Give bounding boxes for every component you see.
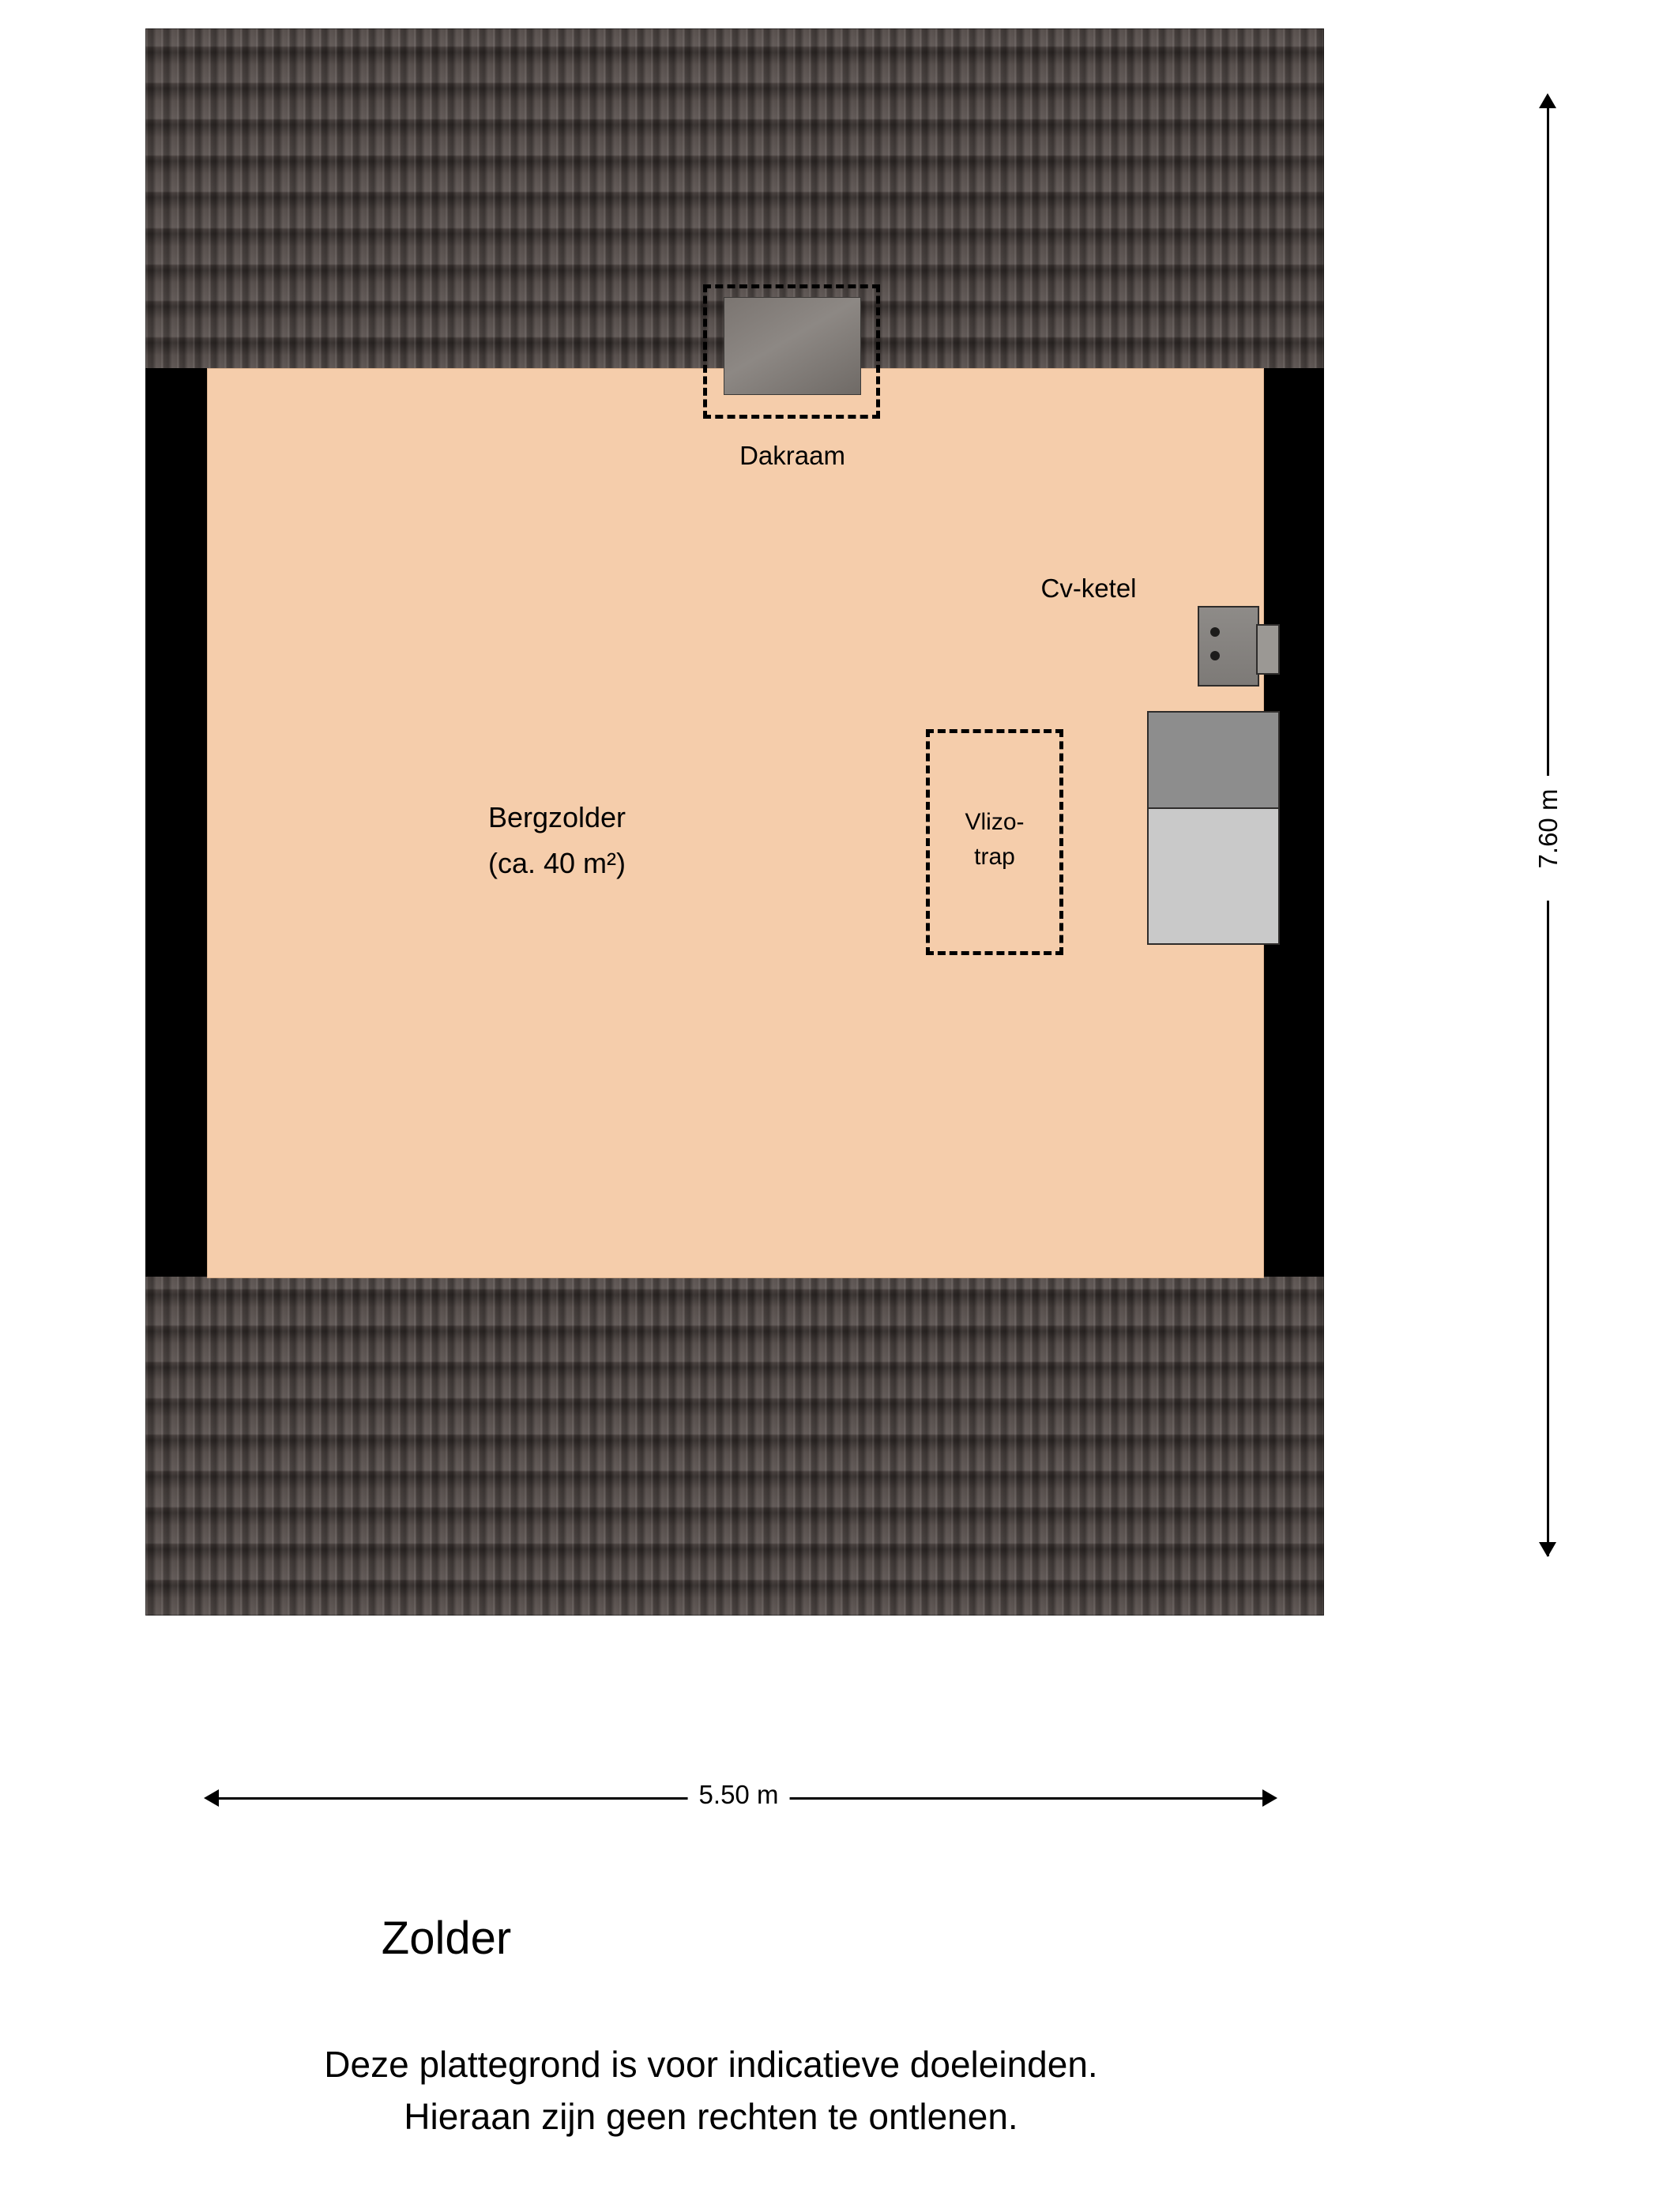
- roof-bottom: [145, 1272, 1324, 1616]
- dimension-arrow-left: [204, 1789, 219, 1807]
- dimension-arrow-up: [1539, 93, 1556, 108]
- boiler-unit: [1198, 606, 1259, 687]
- room-label-area: (ca. 40 m²): [487, 847, 626, 879]
- skylight-label: Dakraam: [739, 441, 845, 470]
- disclaimer: [0, 2038, 1422, 2142]
- boiler-indicator-dot: [1210, 651, 1220, 660]
- dimension-value-height: 7.60 m: [1533, 788, 1563, 869]
- bed-headboard: [1147, 711, 1280, 812]
- boiler-indicator-dot: [1210, 627, 1220, 637]
- loft-ladder-label-line2: trap: [974, 844, 1015, 870]
- bed-mattress: [1147, 807, 1280, 945]
- dimension-line-vertical: [1547, 901, 1549, 1556]
- dimension-line-vertical: [1547, 96, 1549, 776]
- disclaimer-line-2: Hieraan zijn geen rechten te ontlenen.: [404, 2096, 1018, 2137]
- loft-ladder-label-line1: Vlizo-: [965, 809, 1025, 835]
- boiler-label: Cv-ketel: [1040, 574, 1137, 603]
- dimension-arrow-down: [1539, 1542, 1556, 1557]
- wall-left: [145, 368, 209, 1277]
- boiler-pipe: [1256, 624, 1280, 675]
- skylight-outline: [703, 284, 880, 419]
- dimension-value-width: 5.50 m: [688, 1780, 790, 1810]
- dimension-arrow-right: [1262, 1789, 1277, 1807]
- floor-title: Zolder: [381, 1913, 512, 1964]
- attic-floor-area: [207, 368, 1264, 1278]
- disclaimer-line-1: Deze plattegrond is voor indicatieve doeleinden.: [324, 2044, 1098, 2085]
- room-label-name: Bergzolder: [487, 801, 626, 833]
